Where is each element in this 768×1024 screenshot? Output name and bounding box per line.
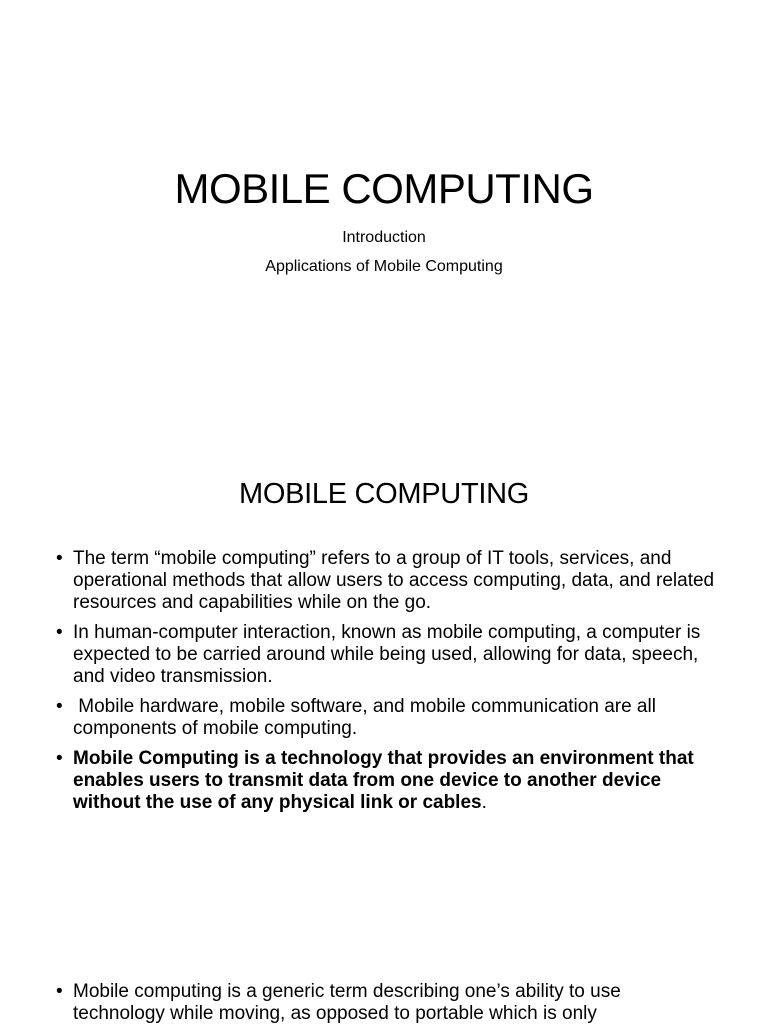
bullet-list <box>56 548 716 822</box>
list-item <box>56 622 716 688</box>
subtitle-applications: Applications of Mobile Computing <box>265 258 503 275</box>
title-slide <box>0 0 768 432</box>
bullet-text: Mobile hardware, mobile software, and mobile communication are all components of mobile computing. <box>73 696 662 739</box>
bullet-text-bold: Mobile Computing is a technology that provides an environment that enables users to transmit data from one device to another device without the use of any physical link or cables <box>73 748 694 813</box>
bullet-text-period: . <box>481 792 487 813</box>
subtitle-introduction: Introduction <box>342 229 426 246</box>
bullet-icon: • <box>56 696 63 717</box>
slide-heading: MOBILE COMPUTING <box>238 478 530 510</box>
slide-title: MOBILE COMPUTING <box>174 165 594 212</box>
bullet-text: The term “mobile computing” refers to a group of IT tools, services, and operational methods that allow users to access computing, data, and related resources and capabilities while on the go. <box>73 548 715 613</box>
bullet-icon: • <box>56 748 63 769</box>
content-slide <box>0 432 768 864</box>
bullet-icon: • <box>56 548 63 569</box>
bullet-icon: • <box>56 981 63 1002</box>
list-item <box>56 696 716 740</box>
content-slide-partial <box>0 864 768 1024</box>
bullet-text: Mobile computing is a generic term describing one’s ability to use technology while moving, as opposed to portable which is only <box>73 981 621 1024</box>
list-item <box>56 981 716 1024</box>
list-item <box>56 548 716 614</box>
bullet-list <box>56 981 716 1024</box>
bullet-text: In human-computer interaction, known as mobile computing, a computer is expected to be carried around while being used, allowing for data, speech, and video transmission. <box>73 622 701 687</box>
list-item <box>56 748 716 814</box>
bullet-icon: • <box>56 622 63 643</box>
